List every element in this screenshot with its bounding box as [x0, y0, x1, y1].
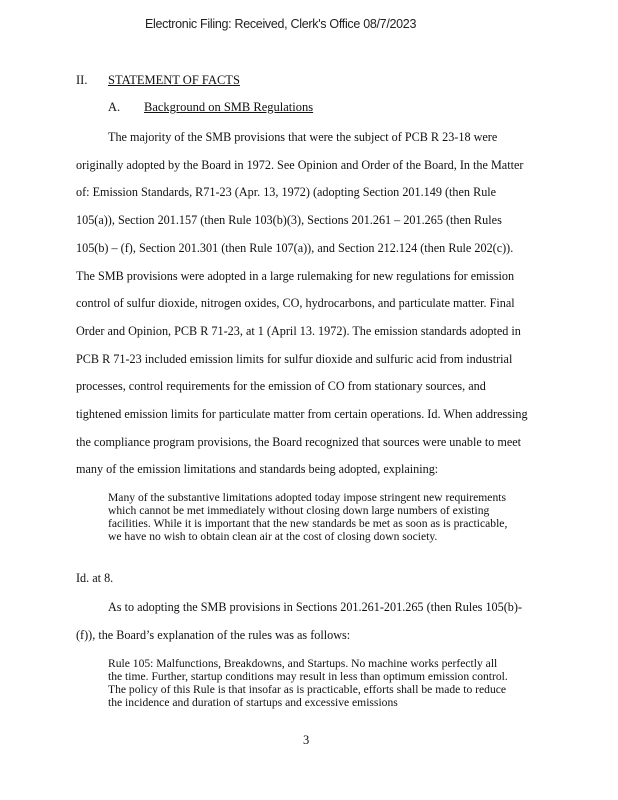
subsection-letter: A.: [108, 100, 121, 114]
body-paragraph: The majority of the SMB provisions that were the subject of PCB R 23-18 were originally adopted by the Board in 1972. See Opinion and Order of the Board, In the Matter of: Emission Standards, R71-23 (Apr. 13, 1972) (adopting Section 201.149 (then Rule 105(a)), Section 201.157 (then Rule 103(b)(3), Sections 201.261 – 201.265 (then Rules 105(b) – (f), Section 201.301 (then Rule 107(a)), and Section 212.124 (then Rule 202(c)). The SMB provisions were adopted in a large rulemaking for new regulations for emission control of sulfur dioxide, nitrogen oxides, CO, hydrocarbons, and particulate matter. Final Order and Opinion, PCB R 71-23, at 1 (April 13. 1972). The emission standards adopted in PCB R 71-23 included emission limits for sulfur dioxide and sulfuric acid from industrial processes, control requirements for the emission of CO from stationary sources, and tightened emission limits for particulate matter from certain operations. Id. When addressing the compliance program provisions, the Board recognized that sources were unable to meet many of the emission limitations and standards being adopted, explaining:: [76, 130, 528, 477]
page-number: 3: [303, 733, 310, 747]
citation: Id. at 8.: [76, 571, 114, 585]
subsection-title: Background on SMB Regulations: [144, 100, 314, 114]
section-title: STATEMENT OF FACTS: [108, 73, 240, 87]
body-paragraph: As to adopting the SMB provisions in Sections 201.261-201.265 (then Rules 105(b)-(f)), the Board’s explanation of the rules was as follows:: [76, 600, 523, 642]
block-quote: Rule 105: Malfunctions, Breakdowns, and Startups. No machine works perfectly all the time. Further, startup conditions may result in less than optimum emission control. The policy of this Rule is that insofar as is practicable, efforts shall be made to reduce the incidence and duration of startups and excessive emissions: [108, 657, 508, 710]
block-quote: Many of the substantive limitations adopted today impose stringent new requirements which cannot be met immediately without closing down large numbers of existing facilities. While it is important that the new standards be met as soon as is practicable, we have no wish to obtain clean air at the cost of closing down society.: [108, 491, 508, 544]
filing-stamp: Electronic Filing: Received, Clerk's Office 08/7/2023: [145, 17, 417, 31]
section-number: II.: [76, 73, 88, 87]
